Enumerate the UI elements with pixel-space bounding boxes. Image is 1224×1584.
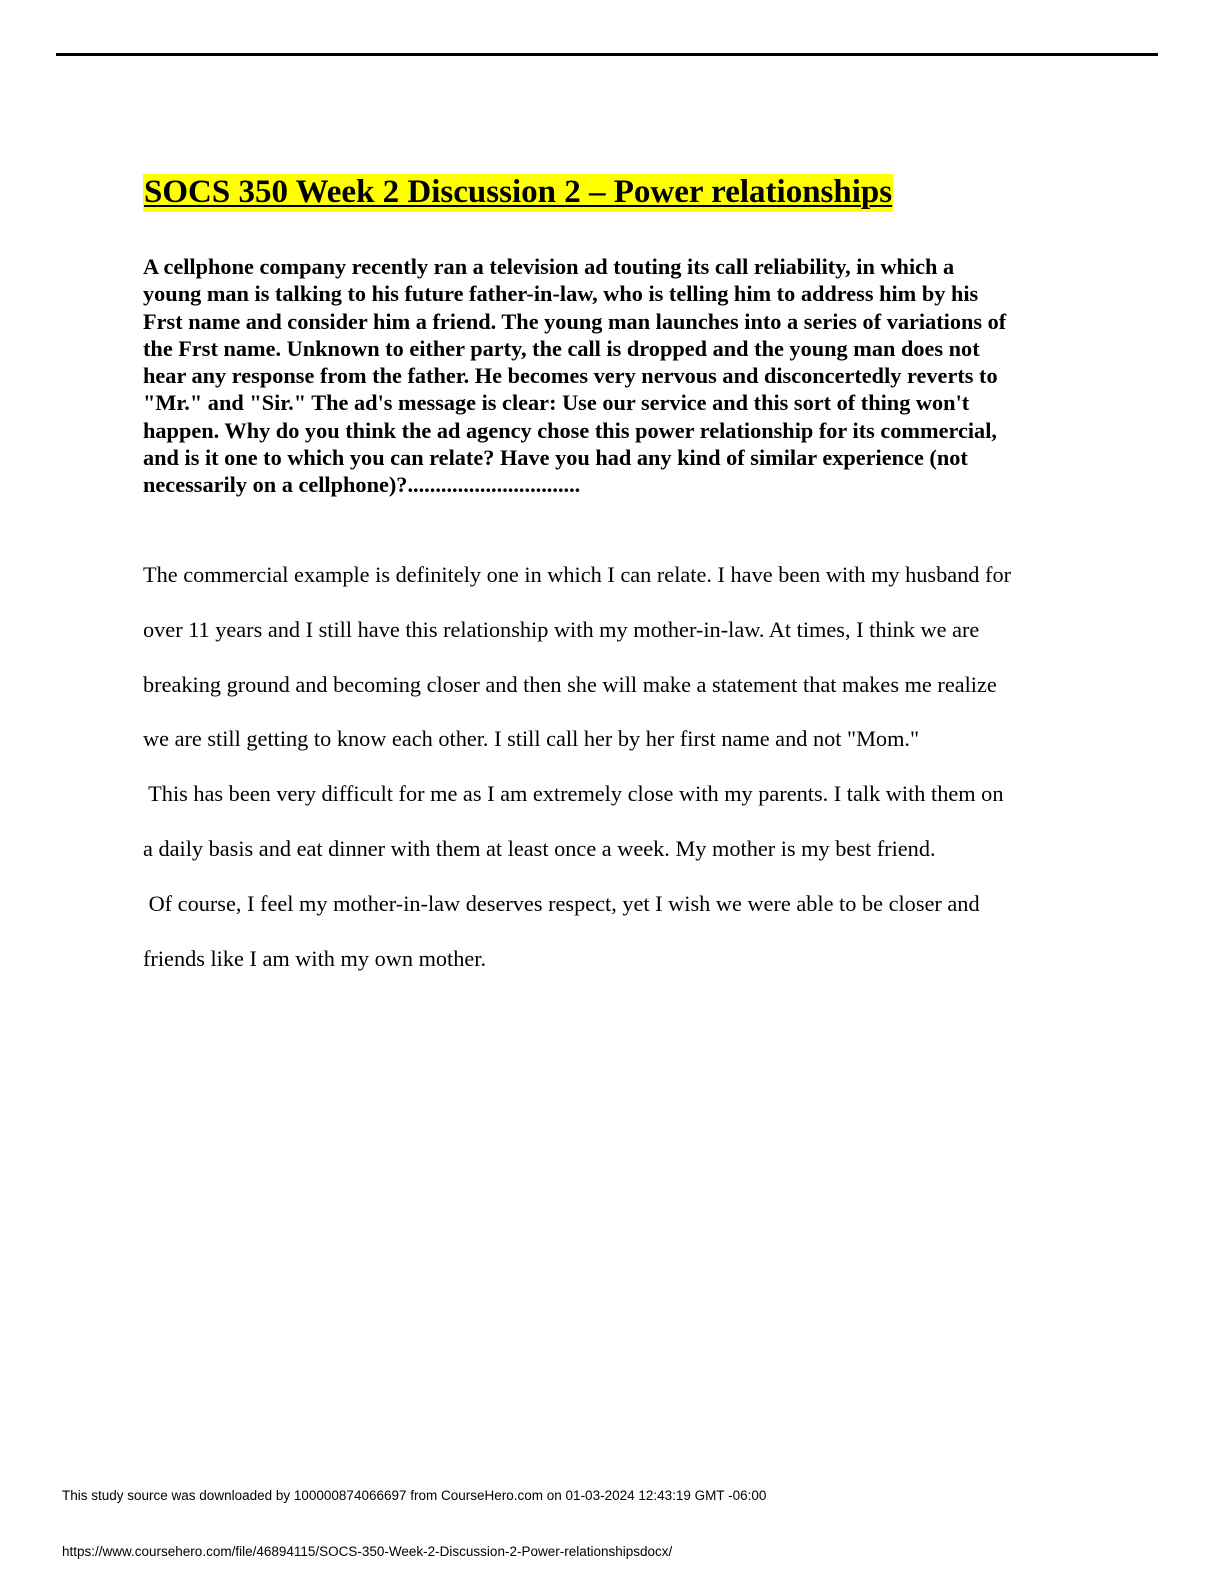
prompt-line: necessarily on a cellphone)?............................... — [143, 472, 581, 498]
answer-line: we are still getting to know each other. I still call her by her first name and not "Mom." — [143, 726, 920, 752]
answer-line: a daily basis and eat dinner with them at least once a week. My mother is my best friend. — [143, 835, 936, 861]
discussion-prompt — [143, 253, 1088, 499]
prompt-line: the Frst name. Unknown to either party, the call is dropped and the young man does not — [143, 335, 980, 361]
prompt-line: "Mr." and "Sir." The ad's message is clear: Use our service and this sort of thing won't — [143, 390, 970, 416]
answer-line: The commercial example is definitely one in which I can relate. I have been with my husband for — [143, 562, 1012, 587]
answer-line: over 11 years and I still have this relationship with my mother-in-law. At times, I think we are — [143, 616, 980, 642]
answer-line: This has been very difficult for me as I am extremely close with my parents. I talk with them on — [143, 781, 1004, 807]
document-title — [143, 170, 893, 214]
answer-line: Of course, I feel my mother-in-law deserves respect, yet I wish we were able to be closer and — [143, 890, 980, 916]
document-title-text: SOCS 350 Week 2 Discussion 2 – Power relationships — [144, 174, 893, 210]
prompt-line: young man is talking to his future father-in-law, who is telling him to address him by his — [143, 281, 979, 307]
prompt-line: A cellphone company recently ran a television ad touting its call reliability, in which a — [143, 254, 955, 279]
prompt-line: Frst name and consider him a friend. The young man launches into a series of variations of — [143, 308, 1007, 334]
discussion-answer — [143, 548, 1103, 986]
prompt-line: hear any response from the father. He becomes very nervous and disconcertedly reverts to — [143, 363, 998, 389]
prompt-line: happen. Why do you think the ad agency chose this power relationship for its commercial, — [143, 417, 997, 443]
answer-line: breaking ground and becoming closer and then she will make a statement that makes me realize — [143, 671, 997, 697]
footer-source-note: This study source was downloaded by 100000874066697 from CourseHero.com on 01-03-2024 12:43:19 GMT -06:00 — [62, 1488, 767, 1503]
prompt-line: and is it one to which you can relate? Have you had any kind of similar experience (not — [143, 445, 968, 471]
top-rule — [56, 53, 1158, 56]
answer-line: friends like I am with my own mother. — [143, 945, 487, 971]
footer-url-link[interactable]: https://www.coursehero.com/file/46894115/SOCS-350-Week-2-Discussion-2-Power-relationshipsdocx/ — [62, 1544, 673, 1559]
